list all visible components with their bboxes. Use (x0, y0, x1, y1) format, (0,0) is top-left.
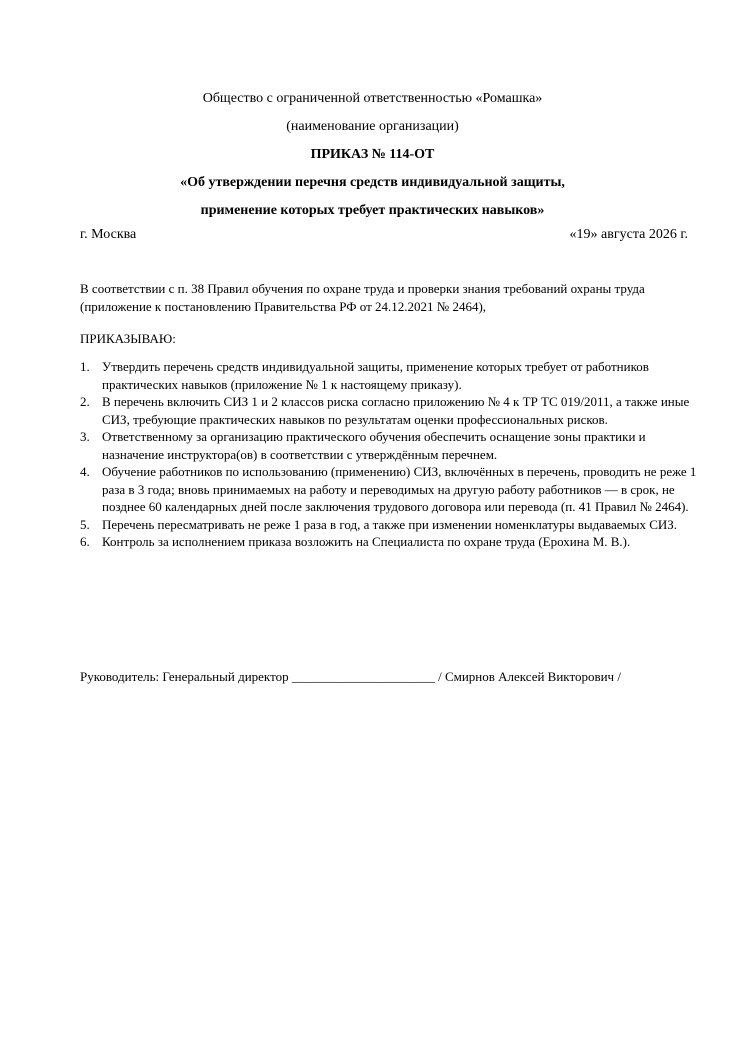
preamble (80, 280, 700, 316)
organization-name: Общество с ограниченной ответственностью «Ромашка» (202, 91, 543, 106)
order-title-line-1: «Об утверждении перечня средств индивидуальной защиты, (180, 175, 565, 190)
list-item-number: 4. (80, 464, 90, 479)
list-item-text: В перечень включить СИЗ 1 и 2 классов риска согласно приложению № 4 к ТР ТС 019/2011, а также иные СИЗ, требующие практических навыков по результатам оценки профессиональных рисков. (102, 394, 690, 427)
list-item (80, 393, 700, 428)
order-date: «19» августа 2026 г. (569, 227, 688, 242)
list-item-text: Ответственному за организацию практического обучения обеспечить оснащение зоны практики и назначение инструктора(ов) в соответствии с утверждённым перечнем. (102, 429, 646, 462)
organization-caption: (наименование организации) (286, 119, 459, 134)
order-word: ПРИКАЗЫВАЮ: (80, 331, 176, 346)
preamble-line-1: В соответствии с п. 38 Правил обучения по охране труда и проверки знания требований охраны труда (80, 281, 645, 296)
list-item (80, 516, 700, 534)
list-item-text: Контроль за исполнением приказа возложить на Специалиста по охране труда (Ерохина М. В.). (102, 534, 631, 549)
signature-line: Руководитель: Генеральный директор ______________________ / Смирнов Алексей Викторович / (80, 669, 621, 684)
list-item-number: 5. (80, 516, 90, 532)
city: г. Москва (80, 227, 137, 242)
list-item-text: Перечень пересматривать не реже 1 раза в год, а также при изменении номенклатуры выдаваемых СИЗ. (102, 516, 678, 532)
list-item-text: Утвердить перечень средств индивидуальной защиты, применение которых требует от работников практических навыков (приложение № 1 к настоящему приказу). (102, 359, 649, 392)
order-items-list (80, 358, 700, 551)
order-title-line-2: применение которых требует практических навыков» (200, 203, 545, 218)
list-item-number: 6. (80, 534, 90, 549)
list-item-number: 1. (80, 359, 90, 374)
preamble-line-2: (приложение к постановлению Правительства РФ от 24.12.2021 № 2464), (80, 299, 487, 314)
list-item-text: Обучение работников по использованию (применению) СИЗ, включённых в перечень, проводить не реже 1 раза в 3 года; вновь принимаемых на работу и переводимых на другую работу работников — в срок, не позднее 60 календарных дней после заключения трудового договора или перевода (п. 41 Правил № 2464). (102, 464, 697, 514)
place-date-row (80, 226, 688, 244)
order-number: ПРИКАЗ № 114-ОТ (310, 147, 435, 162)
list-item-number: 2. (80, 394, 90, 409)
list-item (80, 358, 700, 393)
list-item-number: 3. (80, 429, 90, 444)
list-item (80, 463, 700, 516)
list-item (80, 533, 700, 551)
list-item (80, 428, 700, 463)
